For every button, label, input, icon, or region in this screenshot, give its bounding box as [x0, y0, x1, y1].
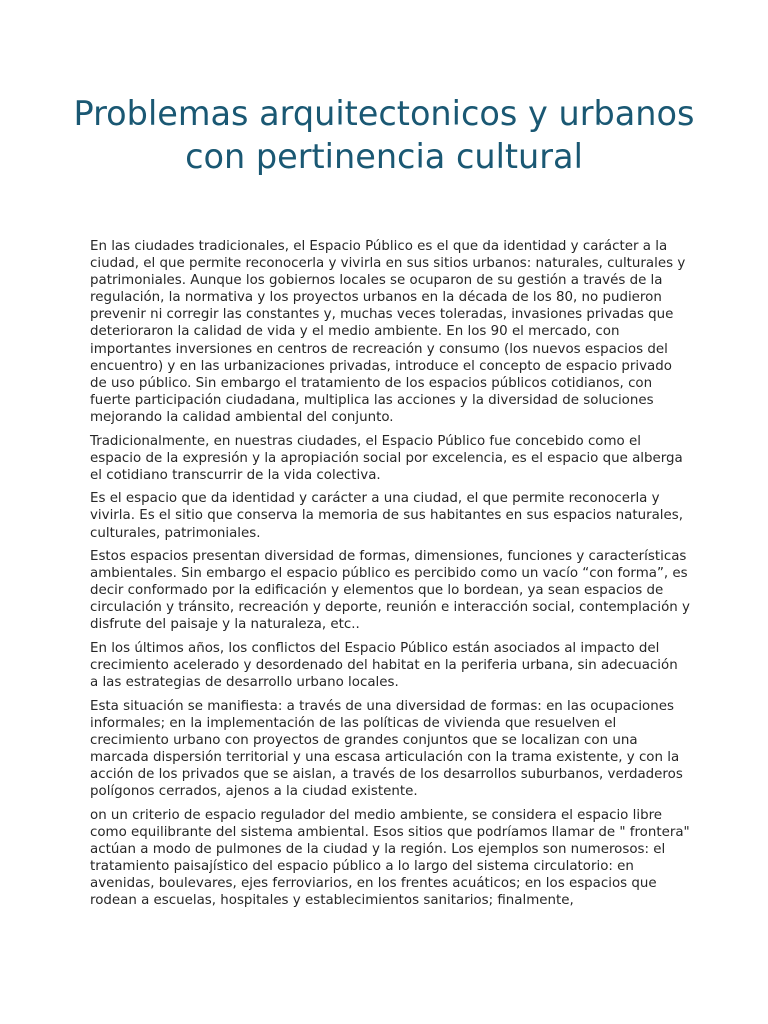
document-body [90, 238, 690, 916]
paragraph: Estos espacios presentan diversidad de formas, dimensiones, funciones y características ambientales. Sin embargo el espacio público es percibido como un vacío “con forma”, es decir conformado por la edificación y elementos que lo bordean, ya sean espacios de circulación y tránsito, recreación y deporte, reunión e interacción social, contemplación y disfrute del paisaje y la naturaleza, etc.. [90, 549, 690, 633]
paragraph: Esta situación se manifiesta: a través de una diversidad de formas: en las ocupaciones informales; en la implementación de las políticas de vivienda que resuelven el crecimiento urbano con proyectos de grandes conjuntos que se localizan con una marcada dispersión territorial y una escasa articulación con la trama existente, y con la acción de los privados que se aislan, a través de los desarrollos suburbanos, verdaderos polígonos cerrados, ajenos a la ciudad existente. [90, 698, 683, 800]
paragraph: Es el espacio que da identidad y carácter a una ciudad, el que permite reconocerla y vivirla. Es el sitio que conserva la memoria de sus habitantes en sus espacios naturales, culturales, patrimoniales. [90, 491, 683, 541]
paragraph: En las ciudades tradicionales, el Espacio Público es el que da identidad y carácter a la ciudad, el que permite reconocerla y vivirla en sus sitios urbanos: naturales, culturales y patrimoniales. Aunque los gobiernos locales se ocuparon de su gestión a través de la regulación, la normativa y los proyectos urbanos en la década de los 80, no pudieron prevenir ni corregir las constantes y, muchas veces toleradas, invasiones privadas que deterioraron la calidad de vida y el medio ambiente. En los 90 el mercado, con importantes inversiones en centros de recreación y consumo (los nuevos espacios del encuentro) y en las urbanizaciones privadas, introduce el concepto de espacio privado de uso público. Sin embargo el tratamiento de los espacios públicos cotidianos, con fuerte participación ciudadana, multiplica las acciones y la diversidad de soluciones mejorando la calidad ambiental del conjunto. [90, 239, 686, 425]
paragraph: En los últimos años, los conflictos del Espacio Público están asociados al impacto del crecimiento acelerado y desordenado del habitat en la periferia urbana, sin adecuación a las estrategias de desarrollo urbano locales. [90, 641, 678, 691]
document-title: Problemas arquitectonicos y urbanos con pertinencia cultural [73, 94, 695, 176]
paragraph: Tradicionalmente, en nuestras ciudades, el Espacio Público fue concebido como el espacio de la expresión y la apropiación social por excelencia, es el espacio que alberga el cotidiano transcurrir de la vida colectiva. [90, 433, 683, 483]
paragraph: on un criterio de espacio regulador del medio ambiente, se considera el espacio libre como equilibrante del sistema ambiental. Esos sitios que podríamos llamar de " frontera" actúan a modo de pulmones de la ciudad y la región. Los ejemplos son numerosos: el tratamiento paisajístico del espacio público a lo largo del sistema circulatorio: en avenidas, boulevares, ejes ferroviarios, en los frentes acuáticos; en los espacios que rodean a escuelas, hospitales y establecimientos sanitarios; finalmente, [90, 807, 690, 909]
